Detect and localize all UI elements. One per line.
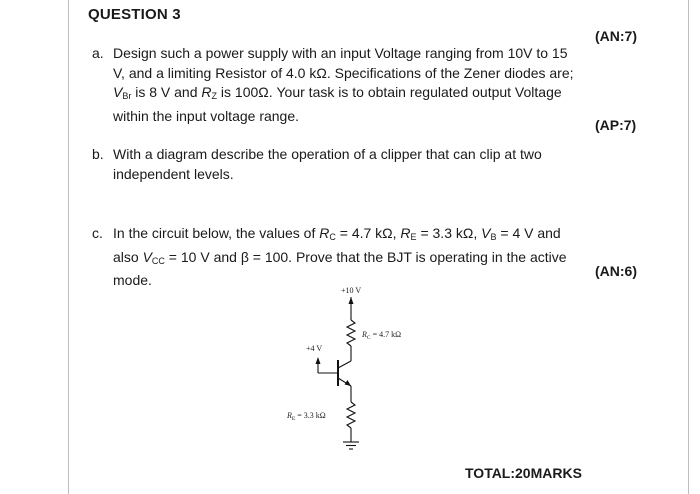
re-label: $R_E = 3.3$ kΩ <box>287 411 326 422</box>
vb-arrow <box>316 357 321 364</box>
rc-label: $R_C = 4.7$ kΩ <box>362 330 402 341</box>
question-c-text: In the circuit below, the values of $R_C = 4.7$ kΩ, $R_E = 3.3$ kΩ, $V_B = 4$ V and also $V_{CC} = 10$ V and β = 100. Prove that the BJT is operating in the active mode. <box>113 225 567 288</box>
question-a-letter: a. <box>92 45 104 61</box>
question-title: QUESTION 3 <box>88 6 181 23</box>
page-left-border <box>68 0 69 494</box>
question-a-text: Design such a power supply with an input Voltage ranging from 10V to 15 V, and a limiting Resistor of 4.0 kΩ. Specifications of the Zener diodes are; $V_{Br}$ is 8 V and $R_Z$ is 100Ω. Your task is to obtain regulated output Voltage within the input voltage range. <box>113 45 574 124</box>
page-right-border <box>688 0 689 494</box>
vb-label: +4 V <box>306 344 323 353</box>
mark-a: (AN:7) <box>595 28 637 44</box>
mark-b: (AP:7) <box>595 117 637 133</box>
question-b-letter: b. <box>92 146 104 162</box>
question-c-letter: c. <box>92 225 103 241</box>
rc-resistor <box>347 320 355 346</box>
question-b-text: With a diagram describe the operation of a clipper that can clip at two independent levels. <box>113 146 542 182</box>
vcc-label: +10 V <box>341 286 362 295</box>
vcc-arrow <box>349 297 354 304</box>
mark-c: (AN:6) <box>595 263 637 279</box>
re-resistor <box>347 402 355 428</box>
bjt-collector-lead <box>338 361 351 368</box>
bjt-circuit-diagram <box>280 282 420 460</box>
total-marks: TOTAL:20MARKS <box>465 465 582 481</box>
